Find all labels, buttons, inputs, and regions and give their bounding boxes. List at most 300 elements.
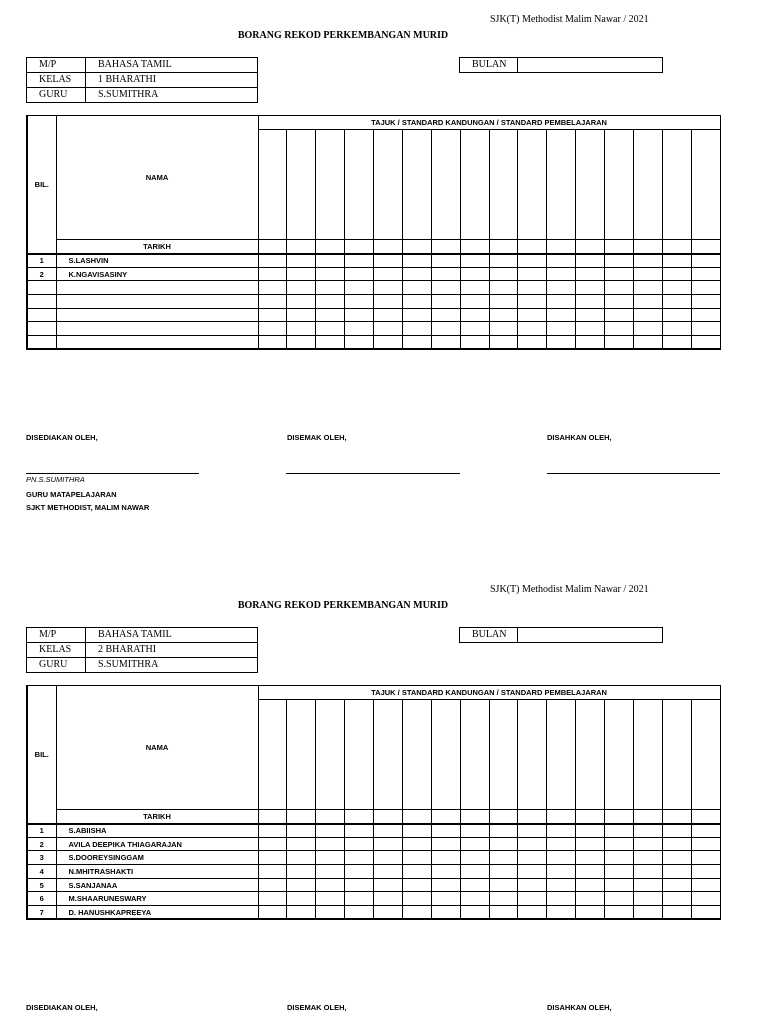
mark-cell [605,254,634,268]
mark-cell [605,281,634,295]
mark-cell [576,254,605,268]
mark-cell [287,308,316,322]
student-row [27,267,720,281]
date-cell [287,240,316,254]
info-row-subject [27,628,258,643]
date-cell [258,240,287,254]
mark-cell [258,336,287,350]
student-row [27,865,720,879]
mark-cell [460,267,489,281]
student-row [27,892,720,906]
mark-cell [576,824,605,838]
mark-cell [605,336,634,350]
mark-cell [518,824,547,838]
date-cell [431,810,460,824]
mark-cell [402,308,431,322]
student-number [27,322,56,336]
mark-cell [431,865,460,879]
info-label-class: KELAS [27,643,86,658]
mark-cell [691,336,720,350]
student-number: 7 [27,906,56,920]
standard-cell [258,700,287,810]
mark-cell [489,878,518,892]
student-name [56,295,258,309]
mark-cell [662,281,691,295]
mark-cell [287,336,316,350]
student-name: K.NGAVISASINY [56,267,258,281]
student-name: AVILA DEEPIKA THIAGARAJAN [56,837,258,851]
mark-cell [633,878,662,892]
mark-cell [691,851,720,865]
mark-cell [374,851,403,865]
checked-by-label: DISEMAK OLEH, [287,433,347,442]
mark-cell [576,267,605,281]
mark-cell [402,851,431,865]
mark-cell [489,267,518,281]
standard-cell [489,130,518,240]
mark-cell [518,267,547,281]
mark-cell [287,892,316,906]
standard-cell [633,130,662,240]
prepared-by-label: DISEDIAKAN OLEH, [26,433,98,442]
month-field [518,628,663,643]
mark-cell [316,295,345,309]
mark-cell [431,322,460,336]
mark-cell [489,851,518,865]
mark-cell [662,837,691,851]
date-cell [489,240,518,254]
mark-cell [402,878,431,892]
date-cell [633,810,662,824]
mark-cell [345,322,374,336]
progress-record-table [26,115,721,350]
student-row [27,281,720,295]
mark-cell [547,906,576,920]
mark-cell [287,824,316,838]
mark-cell [547,322,576,336]
month-box [459,627,663,643]
standard-cell [460,700,489,810]
school-year-header: SJK(T) Methodist Malim Nawar / 2021 [490,14,649,25]
student-number: 2 [27,837,56,851]
info-label-subject: M/P [27,58,86,73]
mark-cell [287,865,316,879]
mark-cell [691,892,720,906]
mark-cell [258,308,287,322]
mark-cell [662,865,691,879]
student-name: S.LASHVIN [56,254,258,268]
progress-record-table [26,685,721,920]
mark-cell [691,837,720,851]
info-value-subject: BAHASA TAMIL [86,58,258,73]
mark-cell [662,878,691,892]
mark-cell [662,254,691,268]
info-value-subject: BAHASA TAMIL [86,628,258,643]
standard-cell [374,700,403,810]
date-cell [489,810,518,824]
mark-cell [402,281,431,295]
date-cell [547,240,576,254]
info-row-teacher [27,88,258,103]
mark-cell [518,892,547,906]
date-cell [605,240,634,254]
date-cell [547,810,576,824]
mark-cell [662,824,691,838]
date-cell [316,240,345,254]
mark-cell [518,254,547,268]
mark-cell [460,892,489,906]
mark-cell [287,878,316,892]
mark-cell [287,281,316,295]
mark-cell [662,851,691,865]
mark-cell [662,906,691,920]
mark-cell [633,851,662,865]
mark-cell [258,322,287,336]
mark-cell [518,295,547,309]
mark-cell [633,281,662,295]
mark-cell [633,892,662,906]
mark-cell [345,837,374,851]
mark-cell [633,906,662,920]
date-cell [345,240,374,254]
mark-cell [374,267,403,281]
date-cell [460,810,489,824]
mark-cell [402,906,431,920]
mark-cell [460,295,489,309]
mark-cell [547,865,576,879]
date-cell [402,810,431,824]
mark-cell [633,824,662,838]
date-cell [633,240,662,254]
mark-cell [547,308,576,322]
mark-cell [460,837,489,851]
mark-cell [402,892,431,906]
date-cell [605,810,634,824]
month-field [518,58,663,73]
mark-cell [374,254,403,268]
standard-cell [518,700,547,810]
mark-cell [489,295,518,309]
student-row [27,824,720,838]
mark-cell [258,267,287,281]
mark-cell [460,906,489,920]
mark-cell [345,851,374,865]
mark-cell [431,906,460,920]
mark-cell [518,308,547,322]
date-cell [258,810,287,824]
mark-cell [489,308,518,322]
class-info-table [26,627,258,673]
standard-cell [605,130,634,240]
bil-column-header: BIL. [27,686,56,824]
mark-cell [316,322,345,336]
info-label-teacher: GURU [27,658,86,673]
mark-cell [258,837,287,851]
mark-cell [662,892,691,906]
standard-cell [691,130,720,240]
mark-cell [576,322,605,336]
mark-cell [489,281,518,295]
mark-cell [258,254,287,268]
tajuk-header: TAJUK / STANDARD KANDUNGAN / STANDARD PEMBELAJARAN [258,116,720,130]
standard-cell [258,130,287,240]
date-cell [518,240,547,254]
mark-cell [605,308,634,322]
mark-cell [287,851,316,865]
class-info-table [26,57,258,103]
mark-cell [605,892,634,906]
tarikh-label: TARIKH [56,240,258,254]
mark-cell [258,851,287,865]
approved-by-label: DISAHKAN OLEH, [547,433,612,442]
standard-cell [518,130,547,240]
student-row [27,308,720,322]
mark-cell [402,824,431,838]
mark-cell [287,906,316,920]
mark-cell [287,254,316,268]
student-number [27,336,56,350]
student-number: 4 [27,865,56,879]
student-number: 6 [27,892,56,906]
mark-cell [431,892,460,906]
mark-cell [576,837,605,851]
mark-cell [691,281,720,295]
mark-cell [518,906,547,920]
student-number [27,281,56,295]
mark-cell [431,308,460,322]
mark-cell [374,906,403,920]
mark-cell [460,281,489,295]
mark-cell [431,281,460,295]
mark-cell [345,267,374,281]
standard-cell [547,130,576,240]
mark-cell [402,254,431,268]
info-row-teacher [27,658,258,673]
student-number: 1 [27,254,56,268]
standard-cell [431,130,460,240]
mark-cell [489,824,518,838]
standard-cell [576,130,605,240]
student-number: 1 [27,824,56,838]
mark-cell [287,295,316,309]
info-row-class [27,73,258,88]
school-year-header: SJK(T) Methodist Malim Nawar / 2021 [490,584,649,595]
mark-cell [489,322,518,336]
mark-cell [547,281,576,295]
mark-cell [374,837,403,851]
table-body [27,116,720,350]
mark-cell [287,267,316,281]
date-cell [374,240,403,254]
mark-cell [345,824,374,838]
mark-cell [576,308,605,322]
mark-cell [316,281,345,295]
mark-cell [518,865,547,879]
mark-cell [345,336,374,350]
info-value-teacher: S.SUMITHRA [86,88,258,103]
mark-cell [316,837,345,851]
standard-cell [460,130,489,240]
date-cell [662,240,691,254]
mark-cell [431,837,460,851]
date-cell [691,240,720,254]
mark-cell [345,281,374,295]
student-number: 3 [27,851,56,865]
mark-cell [489,254,518,268]
mark-cell [489,336,518,350]
mark-cell [287,322,316,336]
date-cell [287,810,316,824]
date-row [27,810,720,824]
standard-cell [633,700,662,810]
mark-cell [345,892,374,906]
mark-cell [576,878,605,892]
student-row [27,837,720,851]
checked-by-signature-line [286,473,460,474]
student-row [27,295,720,309]
form-title: BORANG REKOD PERKEMBANGAN MURID [237,600,449,611]
mark-cell [662,336,691,350]
info-row-subject [27,58,258,73]
mark-cell [547,267,576,281]
mark-cell [576,892,605,906]
mark-cell [489,837,518,851]
standard-cell [316,700,345,810]
mark-cell [576,295,605,309]
student-name [56,336,258,350]
mark-cell [518,878,547,892]
mark-cell [460,322,489,336]
checked-by-label: DISEMAK OLEH, [287,1003,347,1012]
mark-cell [633,308,662,322]
mark-cell [460,851,489,865]
standard-cell [402,130,431,240]
mark-cell [691,878,720,892]
info-label-subject: M/P [27,628,86,643]
standard-cell [691,700,720,810]
month-row [460,58,663,73]
mark-cell [258,892,287,906]
mark-cell [605,295,634,309]
mark-cell [316,824,345,838]
mark-cell [345,906,374,920]
student-row [27,851,720,865]
mark-cell [633,837,662,851]
student-name: D. HANUSHKAPREEYA [56,906,258,920]
approved-by-signature-line [547,473,720,474]
mark-cell [374,878,403,892]
mark-cell [345,308,374,322]
student-row [27,254,720,268]
mark-cell [345,254,374,268]
mark-cell [460,865,489,879]
mark-cell [402,336,431,350]
prepared-by-label: DISEDIAKAN OLEH, [26,1003,98,1012]
mark-cell [691,865,720,879]
mark-cell [316,336,345,350]
mark-cell [633,336,662,350]
mark-cell [316,892,345,906]
standard-cell [402,700,431,810]
date-cell [316,810,345,824]
mark-cell [518,281,547,295]
mark-cell [460,824,489,838]
date-cell [431,240,460,254]
mark-cell [605,837,634,851]
teacher-name: PN.S.SUMITHRA [26,475,85,484]
standard-cell [662,130,691,240]
mark-cell [518,322,547,336]
mark-cell [547,851,576,865]
student-number [27,295,56,309]
student-name: S.DOOREYSINGGAM [56,851,258,865]
mark-cell [316,254,345,268]
mark-cell [662,267,691,281]
mark-cell [576,281,605,295]
date-row [27,240,720,254]
mark-cell [691,254,720,268]
month-box [459,57,663,73]
mark-cell [662,322,691,336]
mark-cell [547,878,576,892]
table-body [27,686,720,920]
mark-cell [576,865,605,879]
tarikh-label: TARIKH [56,810,258,824]
mark-cell [633,322,662,336]
mark-cell [633,267,662,281]
mark-cell [576,851,605,865]
mark-cell [258,906,287,920]
month-row [460,628,663,643]
student-name [56,322,258,336]
mark-cell [691,295,720,309]
header-row [27,686,720,700]
mark-cell [431,254,460,268]
mark-cell [374,295,403,309]
mark-cell [460,336,489,350]
prepared-by-signature-line [26,473,199,474]
mark-cell [431,851,460,865]
mark-cell [605,824,634,838]
mark-cell [576,906,605,920]
mark-cell [547,837,576,851]
mark-cell [547,295,576,309]
info-value-class: 1 BHARATHI [86,73,258,88]
mark-cell [402,267,431,281]
mark-cell [431,336,460,350]
standard-cell [287,130,316,240]
mark-cell [576,336,605,350]
mark-cell [316,851,345,865]
mark-cell [691,322,720,336]
student-row [27,322,720,336]
approved-by-label: DISAHKAN OLEH, [547,1003,612,1012]
mark-cell [489,906,518,920]
standard-cell [374,130,403,240]
standard-cell [345,130,374,240]
mark-cell [374,308,403,322]
mark-cell [374,865,403,879]
mark-cell [547,892,576,906]
mark-cell [662,308,691,322]
mark-cell [547,336,576,350]
mark-cell [345,865,374,879]
mark-cell [287,837,316,851]
student-row [27,906,720,920]
mark-cell [460,878,489,892]
mark-cell [489,865,518,879]
mark-cell [258,865,287,879]
